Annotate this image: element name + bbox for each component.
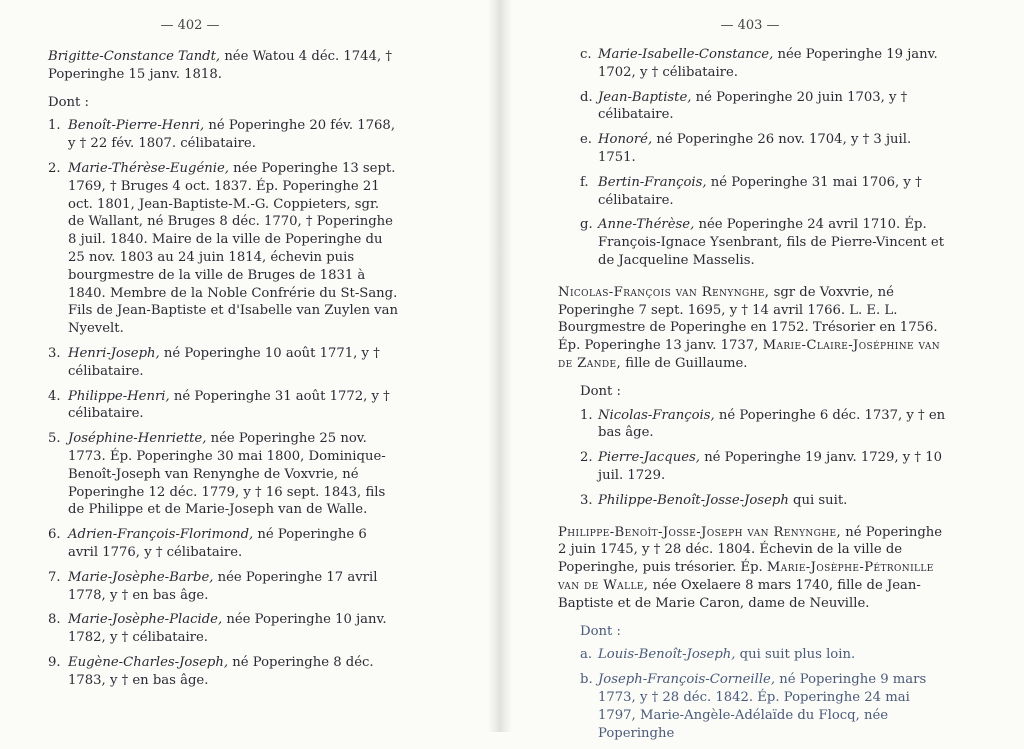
list-item xyxy=(580,492,950,510)
list-item xyxy=(48,611,398,647)
item-text: né Poperinghe 6 déc. 1737, y † en bas âge. xyxy=(598,407,946,441)
dont-heading-2: Dont : xyxy=(580,623,621,639)
item-text: né Poperinghe 20 fév. 1768, y † 22 fév. 1807. célibataire. xyxy=(68,118,396,152)
item-text: née Poperinghe 25 nov. 1773. Ép. Poperinghe 30 mai 1800, Dominique-Benoît-Joseph van Renynghe de Voxvrie, né Poperinghe 12 déc. 1779, y † 16 sept. 1843, fils de Philippe et de Marie-Joseph van de Walle. xyxy=(68,431,386,518)
item-number: 1. xyxy=(48,118,61,134)
item-name: Bertin-François, xyxy=(598,174,707,190)
item-name: Joseph-François-Corneille, xyxy=(598,672,776,688)
item-name: Philippe-Henri, xyxy=(68,388,170,404)
item-name: Benoît-Pierre-Henri, xyxy=(68,118,205,134)
page-number-right: — 403 — xyxy=(720,18,780,33)
nicolas-paragraph xyxy=(558,284,950,373)
list-item xyxy=(48,160,398,338)
item-name: Nicolas-François, xyxy=(598,407,715,423)
nicolas-children-list xyxy=(558,407,950,510)
item-name: Adrien-François-Florimond, xyxy=(68,527,254,543)
item-name: Philippe-Benoît-Josse-Joseph xyxy=(598,492,789,508)
item-number: 5. xyxy=(48,431,61,447)
item-text: née Poperinghe 13 sept. 1769, † Bruges 4 oct. 1837. Ép. Poperinghe 21 oct. 1801, Jean-Baptiste-M.-G. Coppieters, sgr. de Wallant, né Bruges 8 déc. 1770, † Poperinghe 8 juil. 1840. Maire de la ville de Poperinghe du 25 nov. 1803 au 24 juin 1814, échevin puis bourgmestre de la ville de Bruges de 1831 à 1840. Membre de la Noble Confrérie du St-Sang. Fils de Jean-Baptiste et d'Isabelle van Zuylen van Nyevelt. xyxy=(68,160,398,337)
item-text: né Poperinghe 26 nov. 1704, y † 3 juil. 1751. xyxy=(598,132,912,165)
nicolas-spouse: Marie-Claire-Joséphine van de Zande, xyxy=(558,338,941,371)
item-name: Jean-Baptiste, xyxy=(598,89,692,105)
list-item xyxy=(580,174,950,210)
item-name: Eugène-Charles-Joseph, xyxy=(68,654,229,670)
list-item xyxy=(48,430,398,519)
children-list xyxy=(48,117,398,689)
item-text: née Poperinghe 17 avril 1778, y † en bas âge. xyxy=(68,569,378,603)
list-item xyxy=(48,526,398,562)
item-text: né Poperinghe 9 mars 1773, y † 28 déc. 1842. Ép. Poperinghe 24 mai 1797, Marie-Angèle-Adélaïde du Flocq, née Poperinghe xyxy=(598,672,927,741)
nicolas-name: Nicolas-François van Renynghe, xyxy=(558,284,770,300)
item-number: a. xyxy=(580,647,593,663)
list-item xyxy=(48,117,398,153)
item-name: Anne-Thérèse, xyxy=(598,217,695,233)
item-number: 9. xyxy=(48,654,61,670)
list-item xyxy=(48,388,398,424)
list-item xyxy=(580,89,950,125)
item-name: Louis-Benoît-Joseph, xyxy=(598,647,736,663)
left-page xyxy=(0,0,500,732)
item-text: née Poperinghe 24 avril 1710. Ép. François-Ignace Ysenbrant, fils de Pierre-Vincent et de Jacqueline Masselis. xyxy=(598,217,945,268)
item-name: Marie-Josèphe-Barbe, xyxy=(68,569,214,585)
top-items-list xyxy=(558,46,950,270)
item-text: né Poperinghe 19 janv. 1729, y † 10 juil. 1729. xyxy=(598,450,942,483)
item-number: d. xyxy=(580,89,593,105)
item-number: g. xyxy=(580,217,593,233)
left-page-content xyxy=(48,48,398,697)
item-name: Joséphine-Henriette, xyxy=(68,431,207,447)
item-text: qui suit plus loin. xyxy=(735,647,856,663)
right-page xyxy=(500,0,1024,741)
list-item xyxy=(580,216,950,269)
item-text: né Poperinghe 20 juin 1703, y † célibataire. xyxy=(598,89,908,123)
list-item xyxy=(580,646,950,664)
item-name: Marie-Josèphe-Placide, xyxy=(68,612,223,628)
list-item xyxy=(48,569,398,605)
philippe-spouse: Marie-Josèphe-Pétronille van de Walle, xyxy=(558,560,934,593)
dont-heading: Dont : xyxy=(48,94,89,110)
intro-name: Brigitte-Constance Tandt, xyxy=(48,49,221,64)
item-number: 2. xyxy=(580,450,593,466)
item-name: Henri-Joseph, xyxy=(68,345,160,361)
item-number: 8. xyxy=(48,612,61,628)
philippe-children-list xyxy=(558,646,950,742)
item-number: 2. xyxy=(48,160,61,176)
intro-text: née Watou 4 déc. 1744, † Poperinghe 15 janv. 1818. xyxy=(48,49,392,82)
page-number-left: — 402 — xyxy=(160,18,220,33)
list-item xyxy=(580,449,950,485)
item-text: né Poperinghe 6 avril 1776, y † célibataire. xyxy=(68,527,367,560)
philippe-name: Philippe-Benoît-Josse-Joseph van Renynghe, xyxy=(558,524,842,540)
item-text: qui suit. xyxy=(788,492,848,508)
item-text: née Poperinghe 19 janv. 1702, y † célibataire. xyxy=(598,47,938,80)
item-number: 3. xyxy=(580,492,593,508)
item-text: né Poperinghe 31 mai 1706, y † célibataire. xyxy=(598,174,922,208)
item-number: 7. xyxy=(48,569,61,585)
list-item xyxy=(48,345,398,381)
nicolas-text: sgr de Voxvrie, né Poperinghe 7 sept. 1695, y † 14 avril 1766. L. E. L. Bourgmestre de Poperinghe en 1752. Trésorier en 1756. Ép. Poperinghe 13 janv. 1737, xyxy=(558,284,938,354)
philippe-paragraph xyxy=(558,524,950,613)
item-text: né Poperinghe 10 août 1771, y † célibataire. xyxy=(68,345,380,379)
item-number: 6. xyxy=(48,527,61,543)
item-number: c. xyxy=(580,47,592,62)
item-number: e. xyxy=(580,132,592,148)
dont-heading-1: Dont : xyxy=(580,383,621,399)
philippe-text: né Poperinghe 2 juin 1745, y † 28 déc. 1804. Échevin de la ville de Poperinghe, puis trésorier. Ép. xyxy=(558,524,943,576)
philippe-tail: née Oxelaere 8 mars 1740, fille de Jean-Baptiste et de Marie Caron, dame de Neuville. xyxy=(558,577,921,611)
item-number: b. xyxy=(580,672,593,688)
item-name: Honoré, xyxy=(598,132,653,148)
list-item xyxy=(580,46,950,82)
intro-paragraph xyxy=(48,48,398,84)
item-number: 1. xyxy=(580,407,593,423)
list-item xyxy=(580,131,950,167)
item-number: 3. xyxy=(48,345,61,361)
list-item xyxy=(580,407,950,443)
item-number: f. xyxy=(580,174,589,190)
item-name: Marie-Thérèse-Eugénie, xyxy=(68,160,229,176)
item-text: né Poperinghe 8 déc. 1783, y † en bas âge. xyxy=(68,654,374,688)
item-number: 4. xyxy=(48,388,61,404)
nicolas-tail: fille de Guillaume. xyxy=(621,355,748,371)
item-text: née Poperinghe 10 janv. 1782, y † célibataire. xyxy=(68,612,387,646)
list-item xyxy=(48,654,398,690)
item-text: né Poperinghe 31 août 1772, y † célibataire. xyxy=(68,388,390,422)
item-name: Pierre-Jacques, xyxy=(598,450,700,466)
item-name: Marie-Isabelle-Constance, xyxy=(598,47,774,62)
right-page-content xyxy=(558,46,950,749)
